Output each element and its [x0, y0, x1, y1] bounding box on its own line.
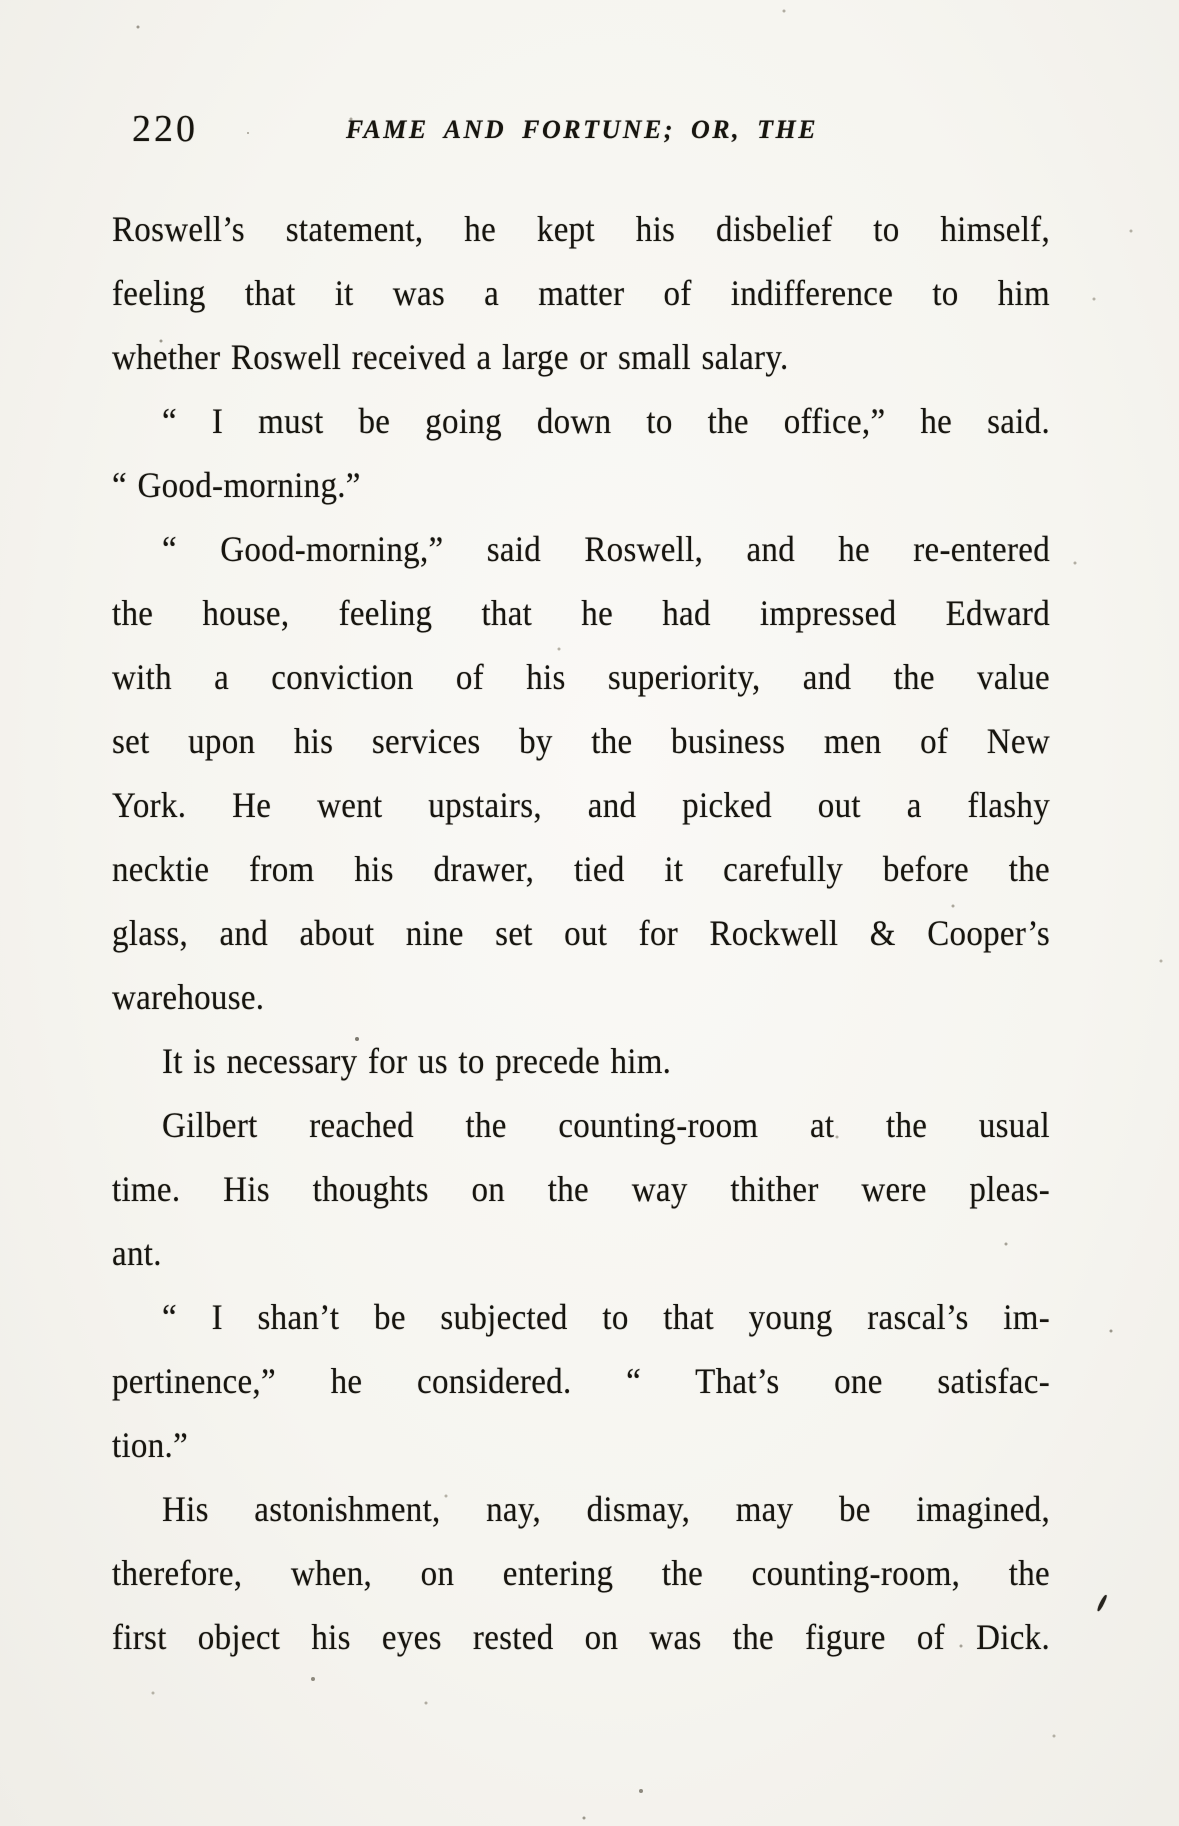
running-title: FAME AND FORTUNE; OR, THE — [345, 115, 819, 144]
text-line: pertinence,” he considered. “ That’s one satisfac- — [112, 1362, 1050, 1402]
page-number: 220 — [132, 108, 198, 150]
text-line: It is necessary for us to precede him. — [162, 1042, 672, 1082]
text-line: “ Good-morning,” said Roswell, and he re-entered — [162, 530, 1050, 570]
text-line: York. He went upstairs, and picked out a flashy — [112, 786, 1050, 826]
text-line: “ I must be going down to the office,” he said. — [162, 402, 1050, 442]
text-line: ant. — [112, 1234, 162, 1274]
text-line: warehouse. — [112, 978, 265, 1018]
ink-smudge-artifact — [1097, 1594, 1108, 1612]
text-line: with a conviction of his superiority, and the value — [112, 658, 1050, 698]
page-text — [112, 198, 1050, 1670]
text-line: first object his eyes rested on was the figure of Dick. — [112, 1618, 1050, 1658]
text-line: feeling that it was a matter of indifference to him — [112, 274, 1050, 314]
page-header — [112, 110, 1052, 154]
text-line: Roswell’s statement, he kept his disbelief to himself, — [112, 210, 1050, 250]
scan-noise-speckles — [0, 0, 2, 2]
text-line: tion.” — [112, 1426, 189, 1466]
text-line: the house, feeling that he had impressed Edward — [112, 594, 1050, 634]
text-line: therefore, when, on entering the counting-room, the — [112, 1554, 1050, 1594]
text-line: “ Good-morning.” — [112, 466, 361, 506]
text-line: “ I shan’t be subjected to that young rascal’s im- — [162, 1298, 1050, 1338]
text-line: whether Roswell received a large or small salary. — [112, 338, 789, 378]
text-line: His astonishment, nay, dismay, may be imagined, — [162, 1490, 1050, 1530]
text-line: necktie from his drawer, tied it carefully before the — [112, 850, 1050, 890]
text-line: Gilbert reached the counting-room at the usual — [162, 1106, 1050, 1146]
text-line: glass, and about nine set out for Rockwell & Cooper’s — [112, 914, 1050, 954]
text-line: set upon his services by the business men of New — [112, 722, 1050, 762]
text-line: time. His thoughts on the way thither were pleas- — [112, 1170, 1050, 1210]
